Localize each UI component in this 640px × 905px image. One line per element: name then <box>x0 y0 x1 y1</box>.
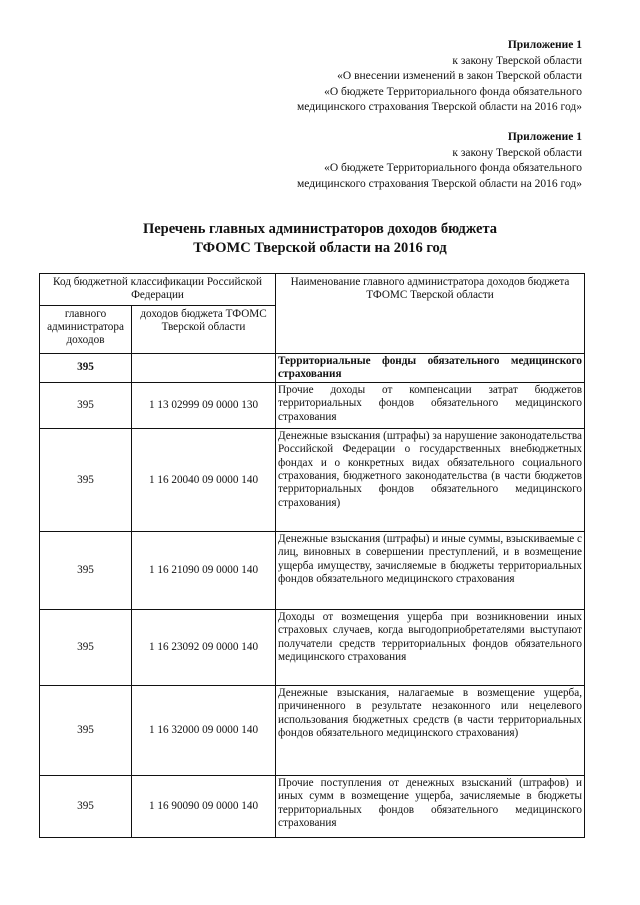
income-code-cell: 1 16 21090 09 0000 140 <box>132 532 276 610</box>
annex-title: Приложение 1 <box>507 131 582 143</box>
header-income-code: доходов бюджета ТФОМС Тверской области <box>132 305 276 353</box>
name-cell: Денежные взыскания (штрафы) за нарушение законодательства Российской Федерации о государственных внебюджетных фондах и о конкретных видах обязательного социального страхования, бюджетного законодательства (в части бюджетов территориальных фондов обязательного медицинского страхования) <box>276 429 585 532</box>
name-cell: Доходы от возмещения ущерба при возникновении иных страховых случаев, когда выгодоприобретателями выступают получатели средств территориальных фондов обязательного медицинского страхования <box>276 610 585 686</box>
table-row <box>40 532 585 610</box>
name-cell: Территориальные фонды обязательного медицинского страхования <box>276 353 585 383</box>
name-cell: Прочие поступления от денежных взысканий (штрафов) и иных сумм в возмещение ущерба, зачисляемые в бюджеты территориальных фондов обязательного медицинского страхования <box>276 776 585 838</box>
annex-line: к закону Тверской области <box>452 54 582 67</box>
admin-code-cell: 395 <box>40 776 132 838</box>
admin-code-cell: 395 <box>40 429 132 532</box>
income-code-cell: 1 16 32000 09 0000 140 <box>132 686 276 776</box>
name-cell: Денежные взыскания, налагаемые в возмещение ущерба, причиненного в результате незаконного или нецелевого использования бюджетных средств (в части территориальных фондов обязательного медицинского страхования) <box>276 686 585 776</box>
admin-code-cell: 395 <box>40 686 132 776</box>
table-row <box>40 610 585 686</box>
income-code-cell <box>132 353 276 383</box>
document-title <box>0 220 640 258</box>
document-title-line: ТФОМС Тверской области на 2016 год <box>193 240 447 256</box>
table-row <box>40 686 585 776</box>
table-row <box>40 353 585 383</box>
admin-code-cell: 395 <box>40 532 132 610</box>
admin-code-cell: 395 <box>40 353 132 383</box>
annex-line: медицинского страхования Тверской области на 2016 год» <box>297 177 582 190</box>
annex-line: к закону Тверской области <box>452 146 582 159</box>
annex-line: «О внесении изменений в закон Тверской области <box>337 70 582 82</box>
annex-header-original <box>297 130 582 192</box>
income-code-cell: 1 13 02999 09 0000 130 <box>132 383 276 429</box>
name-cell: Денежные взыскания (штрафы) и иные суммы, взыскиваемые с лиц, виновных в совершении преступлений, и в возмещение ущерба имуществу, зачисляемые в бюджеты территориальных фондов обязательного медицинского страхования <box>276 532 585 610</box>
name-cell: Прочие доходы от компенсации затрат бюджетов территориальных фондов обязательного медицинского страхования <box>276 383 585 429</box>
header-code-group: Код бюджетной классификации Российской Федерации <box>40 274 276 306</box>
header-name: Наименование главного администратора доходов бюджета ТФОМС Тверской области <box>276 274 585 354</box>
annex-line: «О бюджете Территориального фонда обязательного <box>324 162 582 174</box>
administrators-table <box>39 273 585 838</box>
table-row <box>40 776 585 838</box>
annex-line: «О бюджете Территориального фонда обязательного <box>324 85 582 98</box>
table-row <box>40 429 585 532</box>
annex-header-amendment <box>297 38 582 116</box>
document-title-line: Перечень главных администраторов доходов бюджета <box>142 221 498 237</box>
admin-code-cell: 395 <box>40 383 132 429</box>
annex-line: медицинского страхования Тверской области на 2016 год» <box>297 101 582 113</box>
income-code-cell: 1 16 23092 09 0000 140 <box>132 610 276 686</box>
admin-code-cell: 395 <box>40 610 132 686</box>
header-admin-code: главного администратора доходов <box>40 305 132 353</box>
table-row <box>40 383 585 429</box>
income-code-cell: 1 16 90090 09 0000 140 <box>132 776 276 838</box>
income-code-cell: 1 16 20040 09 0000 140 <box>132 429 276 532</box>
annex-title: Приложение 1 <box>507 39 582 51</box>
